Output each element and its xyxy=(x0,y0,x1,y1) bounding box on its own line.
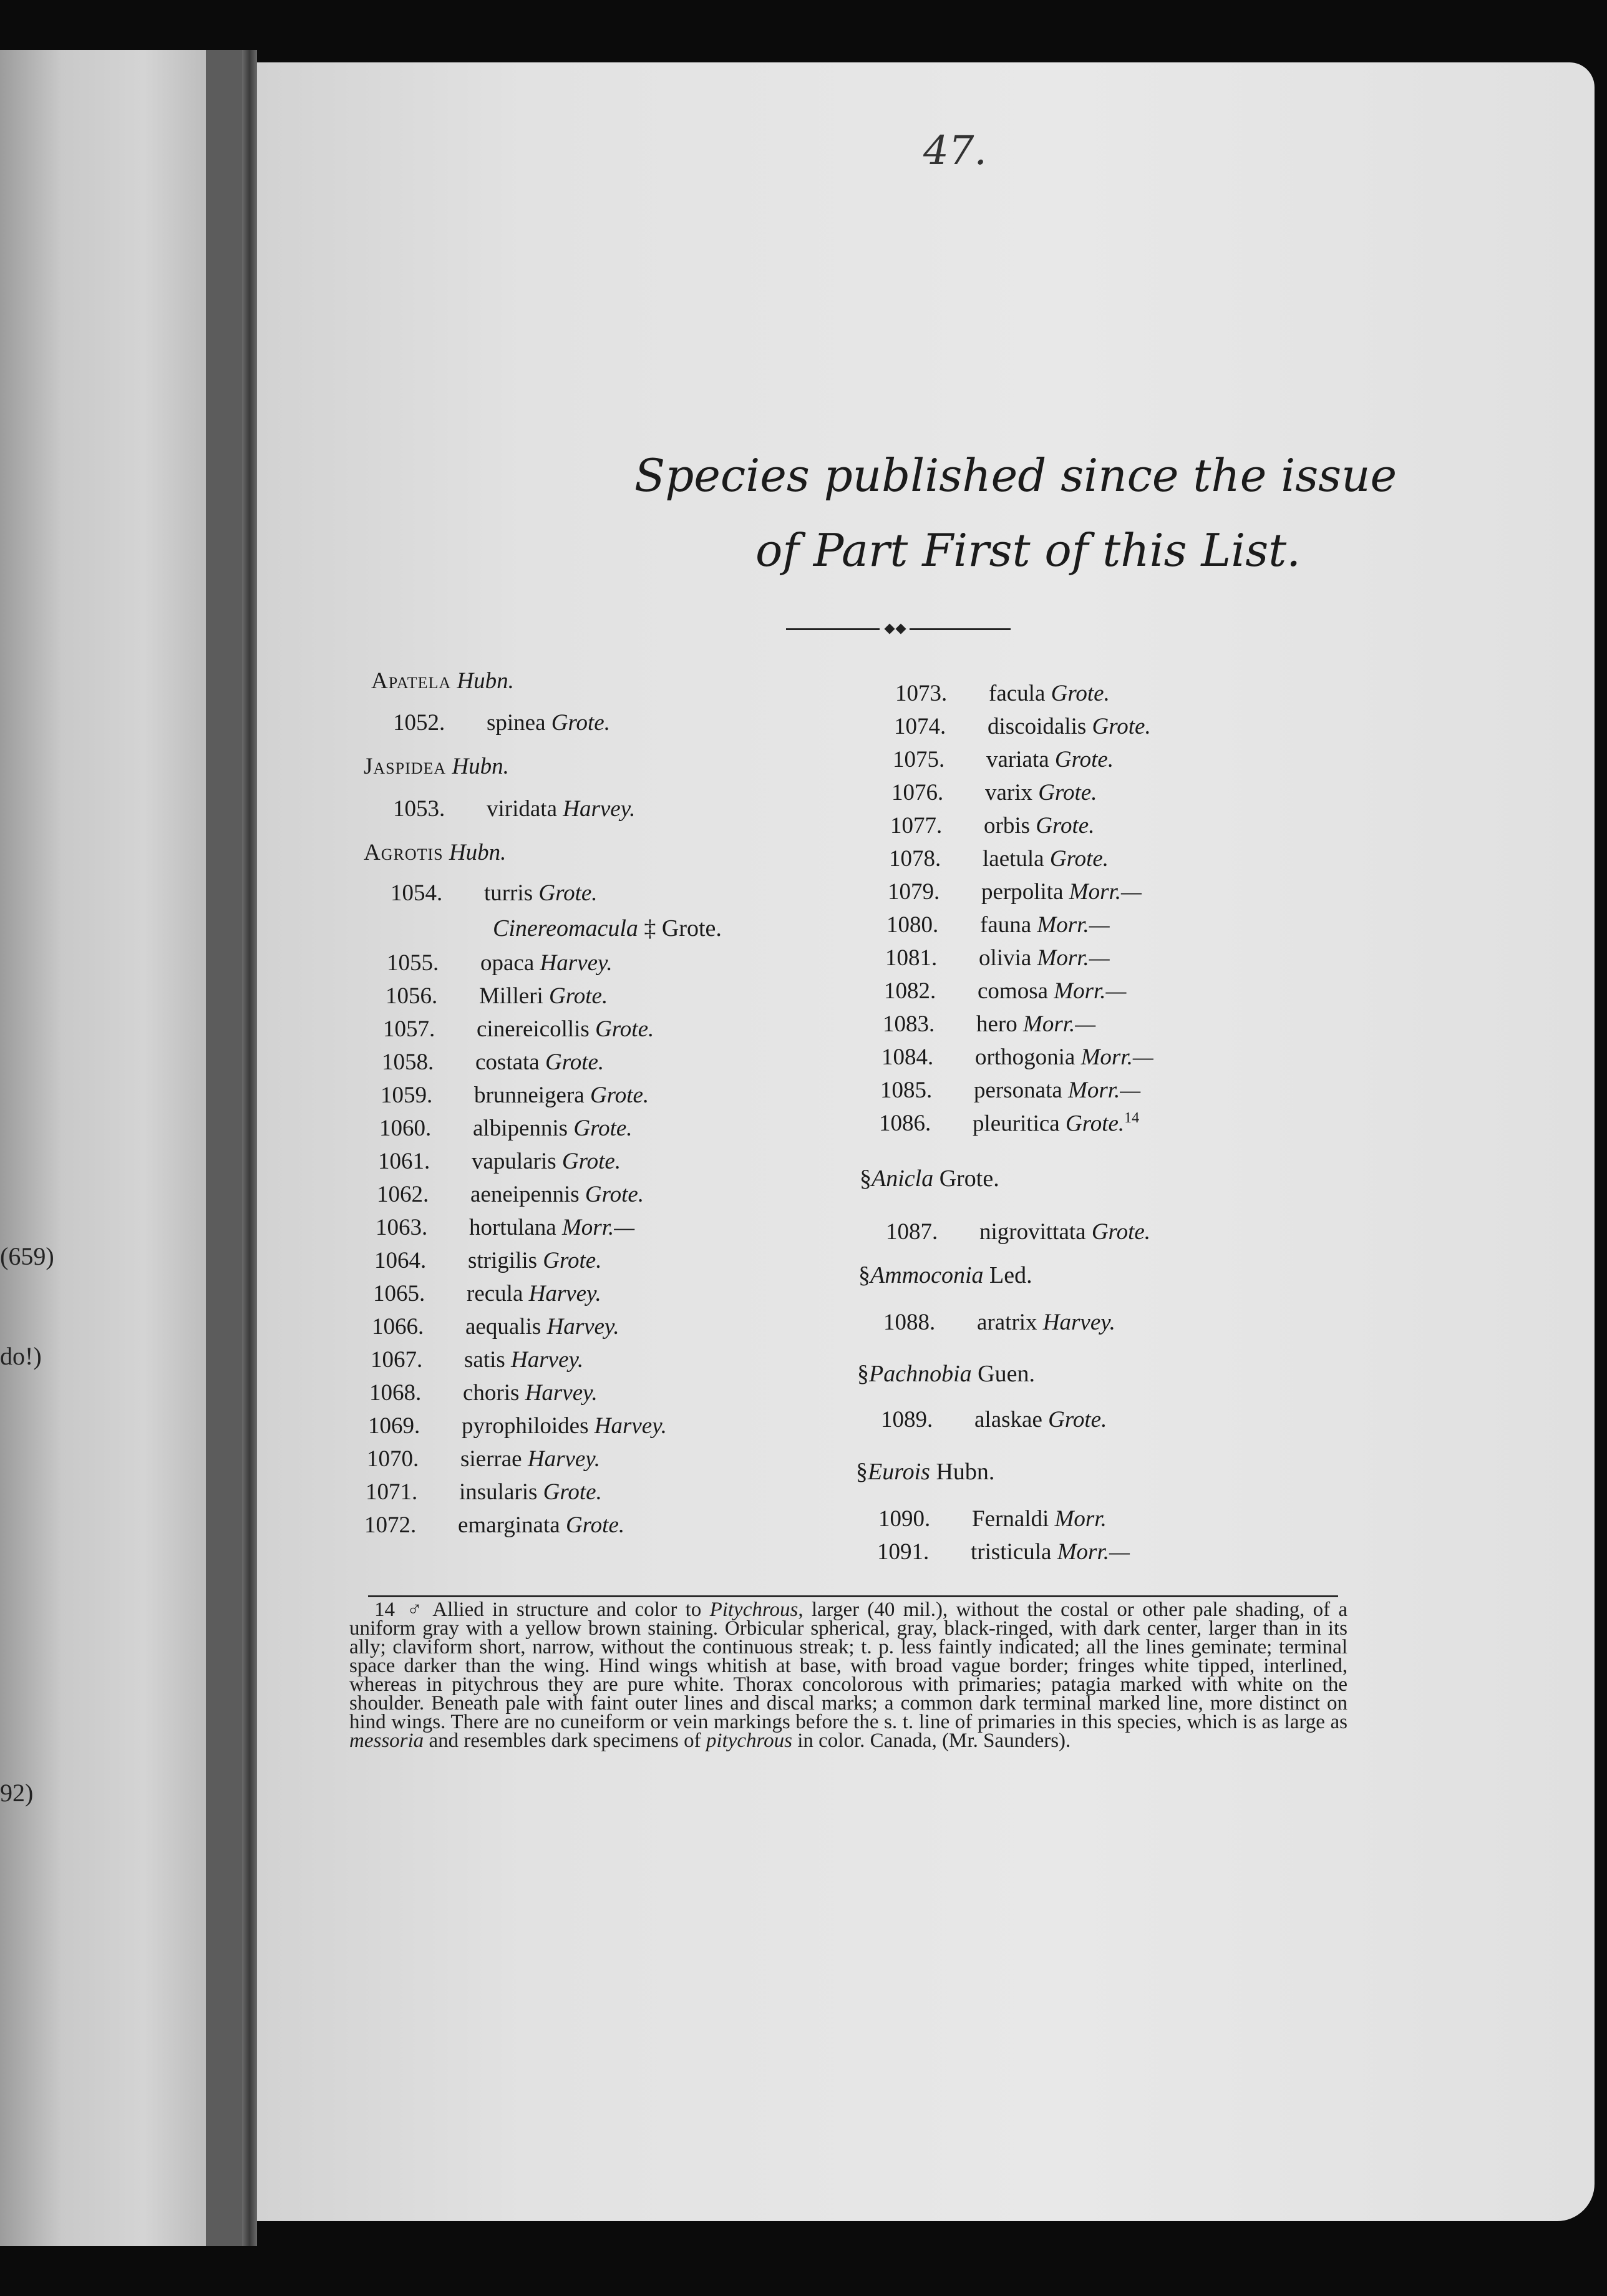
synonym-entry: Cinereomacula ‡ Grote. xyxy=(493,915,722,941)
document-page xyxy=(257,62,1595,2221)
species-entry: 1086. pleuritica Grote.$^{14}$ xyxy=(879,1110,1140,1137)
species-entry: 1065. recula Harvey. xyxy=(373,1281,601,1306)
species-entry: 1062. aeneipennis Grote. xyxy=(377,1182,644,1207)
footnote-number: 14 xyxy=(374,1598,395,1621)
page-title-line-1: Species published since the issue xyxy=(634,449,1397,502)
species-entry: 1064. strigilis Grote. xyxy=(374,1248,602,1273)
species-entry: 1076. varix Grote. xyxy=(891,780,1097,805)
species-entry: 1061. vapularis Grote. xyxy=(378,1149,621,1174)
species-entry: 1085. personata Morr.— xyxy=(880,1077,1141,1103)
species-entry: 1057. cinereicollis Grote. xyxy=(383,1016,654,1042)
species-entry: 1059. brunneigera Grote. xyxy=(381,1082,649,1108)
species-entry: 1083. hero Morr.— xyxy=(883,1011,1096,1037)
margin-fragment: (659) xyxy=(0,1242,54,1270)
footnote-ref: 14 xyxy=(1124,1110,1140,1126)
species-entry: 1063. hortulana Morr.— xyxy=(376,1215,635,1240)
gutter xyxy=(206,50,242,2246)
species-entry: 1077. orbis Grote. xyxy=(890,813,1095,839)
adjacent-page xyxy=(0,50,206,2246)
species-entry: 1069. pyrophiloides Harvey. xyxy=(368,1413,667,1439)
species-entry: 1081. olivia Morr.— xyxy=(885,945,1110,971)
species-entry: 1073. facula Grote. xyxy=(895,681,1110,706)
species-entry: 1068. choris Harvey. xyxy=(369,1380,598,1406)
subgenus-heading: §Anicla Grote. xyxy=(860,1165,999,1192)
species-entry: 1071. insularis Grote. xyxy=(366,1479,602,1505)
subgenus-heading: §Ammoconia Led. xyxy=(858,1262,1032,1288)
species-entry: 1056. Milleri Grote. xyxy=(386,983,608,1009)
species-entry: 1079. perpolita Morr.— xyxy=(888,879,1142,905)
species-entry: 1060. albipennis Grote. xyxy=(379,1116,633,1141)
species-entry: 1053. viridata Harvey. xyxy=(393,796,636,822)
page-title-line-2: of Part First of this List. xyxy=(755,524,1301,576)
species-entry: 1084. orthogonia Morr.— xyxy=(881,1044,1153,1070)
margin-fragment: do!) xyxy=(0,1342,42,1370)
subgenus-heading: §Eurois Hubn. xyxy=(856,1459,995,1485)
species-entry: 1066. aequalis Harvey. xyxy=(372,1314,619,1340)
species-entry: 1088. aratrix Harvey. xyxy=(883,1310,1115,1335)
margin-fragment: 92) xyxy=(0,1779,34,1807)
species-entry: 1080. fauna Morr.— xyxy=(886,912,1110,938)
species-entry: 1075. variata Grote. xyxy=(893,747,1114,772)
subgenus-heading: §Pachnobia Guen. xyxy=(857,1361,1035,1387)
footnote-rule xyxy=(368,1595,1338,1597)
species-entry: 1058. costata Grote. xyxy=(382,1049,604,1075)
species-entry: 1070. sierrae Harvey. xyxy=(367,1446,600,1472)
book-spine xyxy=(242,50,257,2246)
species-entry: 1082. comosa Morr.— xyxy=(884,978,1127,1004)
species-entry: 1055. opaca Harvey. xyxy=(387,950,613,976)
species-entry: 1089. alaskae Grote. xyxy=(881,1407,1107,1433)
page-number: 47. xyxy=(923,128,987,174)
species-entry: 1074. discoidalis Grote. xyxy=(894,714,1151,739)
genus-heading: Apatela Hubn. xyxy=(371,668,514,694)
genus-heading: Agrotis Hubn. xyxy=(364,840,507,865)
genus-heading: Jaspidea Hubn. xyxy=(364,754,509,779)
species-entry: 1091. tristicula Morr.— xyxy=(877,1539,1130,1565)
species-entry: 1072. emarginata Grote. xyxy=(364,1512,625,1538)
male-symbol: ♂ xyxy=(404,1598,425,1621)
species-entry: 1054. turris Grote. xyxy=(391,880,598,906)
species-entry: 1052. spinea Grote. xyxy=(393,710,610,736)
title-ornament xyxy=(786,623,1011,635)
species-entry: 1078. laetula Grote. xyxy=(889,846,1109,872)
species-entry: 1090. Fernaldi Morr. xyxy=(878,1506,1107,1532)
species-entry: 1087. nigrovittata Grote. xyxy=(886,1219,1151,1245)
species-entry: 1067. satis Harvey. xyxy=(371,1347,584,1373)
footnote: 14 ♂ Allied in structure and color to Pitychrous, larger (40 mil.), without the costal or other pale shading, of a uniform gray with a yellow brown staining. Orbicular spherical, gray, black-ringed, with dark center, larger than in its ally; claviform short, narrow, without the continuous streak; t. p. less faintly indicated; all the lines geminate; terminal space darker than the wing. Hind wings whitish at base, with broad vague border; fringes white tipped, interlined, whereas in pitychrous they are pure white. Thorax concolorous with primaries; patagia marked with white on the shoulder. Beneath pale with faint outer lines and discal marks; a common dark terminal marked line, more distinct on hind wings. There are no cuneiform or vein markings before the s. t. line of primaries in this species, which is as large as messoria and resembles dark specimens of pitychrous in color. Canada, (Mr. Saunders). xyxy=(349,1598,1347,1752)
